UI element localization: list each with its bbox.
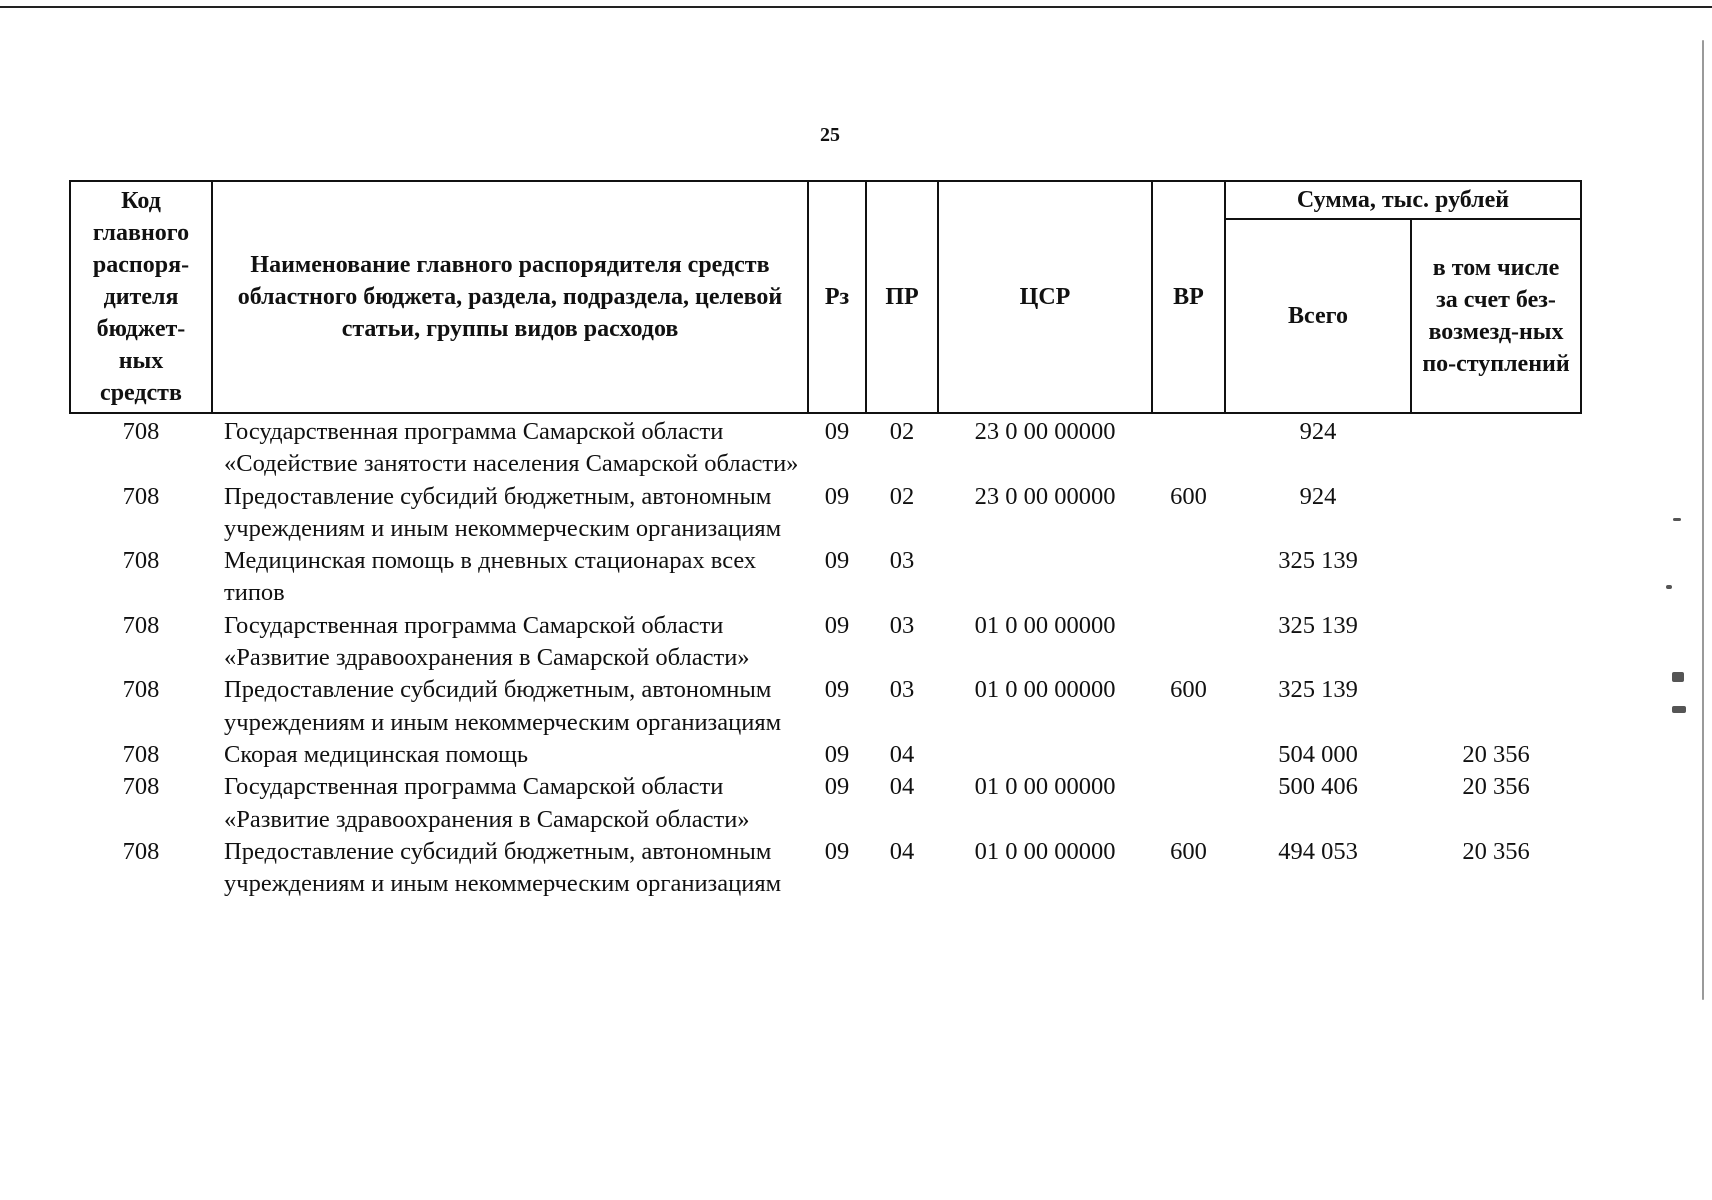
cell-name: Предоставление субсидий бюджетным, автономным учреждениям и иным некоммерческим организациям	[224, 837, 782, 898]
cell-vr	[1152, 771, 1225, 836]
cell-name: Скорая медицинская помощь	[224, 740, 529, 768]
header-rz: Рз	[808, 181, 866, 413]
table-body	[70, 413, 1581, 900]
cell-code: 708	[122, 418, 160, 445]
cell-csr: 01 0 00 00000	[974, 611, 1116, 639]
cell-code: 708	[122, 740, 160, 768]
cell-total: 500 406	[1278, 773, 1358, 801]
header-sum-group: Сумма, тыс. рублей	[1225, 181, 1581, 219]
top-border-line	[0, 6, 1712, 8]
cell-rz: 09	[824, 740, 850, 768]
cell-vr	[1152, 610, 1225, 675]
cell-gratuitous	[1411, 610, 1581, 675]
cell-vr: 600	[1170, 482, 1207, 510]
cell-csr: 23 0 00 00000	[974, 482, 1116, 510]
scan-speck	[1672, 706, 1686, 713]
cell-name: Предоставление субсидий бюджетным, автономным учреждениям и иным некоммерческим организациям	[224, 676, 782, 736]
cell-name: Медицинская помощь в дневных стационарах всех типов	[224, 547, 757, 607]
cell-name: Государственная программа Самарской области «Развитие здравоохранения в Самарской области»	[224, 773, 750, 833]
header-vr: ВР	[1152, 181, 1225, 413]
cell-vr	[1152, 545, 1225, 610]
cell-code: 708	[122, 611, 160, 639]
cell-csr	[938, 739, 1152, 771]
cell-code: 708	[122, 773, 160, 801]
cell-csr: 01 0 00 00000	[974, 773, 1116, 801]
cell-csr: 01 0 00 00000	[974, 837, 1116, 865]
budget-table	[69, 180, 1582, 900]
scan-edge-line	[1702, 40, 1704, 1000]
cell-gratuitous	[1411, 413, 1581, 481]
cell-pr: 04	[889, 773, 915, 801]
table-row	[70, 413, 1581, 481]
cell-csr: 23 0 00 00000	[974, 418, 1116, 445]
cell-gratuitous: 20 356	[1462, 773, 1530, 801]
cell-vr	[1152, 739, 1225, 771]
cell-total: 325 139	[1278, 676, 1358, 704]
cell-rz: 09	[824, 547, 850, 575]
cell-rz: 09	[824, 773, 850, 801]
cell-gratuitous: 20 356	[1462, 740, 1530, 768]
table-row	[70, 739, 1581, 771]
cell-name: Предоставление субсидий бюджетным, автономным учреждениям и иным некоммерческим организациям	[224, 482, 782, 542]
cell-total: 325 139	[1278, 611, 1358, 639]
table-header	[70, 181, 1581, 413]
cell-gratuitous: 20 356	[1462, 837, 1530, 865]
table-row	[70, 545, 1581, 610]
cell-rz: 09	[824, 611, 850, 639]
header-csr: ЦСР	[938, 181, 1152, 413]
cell-gratuitous	[1411, 481, 1581, 546]
cell-gratuitous	[1411, 545, 1581, 610]
table-row	[70, 836, 1581, 901]
cell-pr: 03	[889, 611, 915, 639]
cell-name: Государственная программа Самарской области «Развитие здравоохранения в Самарской области»	[224, 611, 750, 672]
cell-vr: 600	[1170, 837, 1207, 865]
cell-code: 708	[122, 482, 160, 510]
cell-pr: 02	[889, 482, 915, 510]
scan-speck	[1673, 518, 1681, 521]
table-row	[70, 771, 1581, 836]
cell-vr	[1152, 413, 1225, 481]
cell-rz: 09	[824, 837, 850, 865]
cell-pr: 03	[889, 676, 915, 704]
cell-total: 504 000	[1278, 740, 1358, 768]
header-gratuitous: в том числе за счет без-возмезд-ных по-ступлений	[1411, 219, 1581, 413]
cell-code: 708	[122, 837, 160, 865]
header-code: Код главного распоря-дителя бюджет-ных средств	[70, 181, 212, 413]
cell-total: 924	[1299, 418, 1337, 445]
cell-csr	[938, 545, 1152, 610]
cell-pr: 02	[889, 418, 915, 445]
table-row	[70, 481, 1581, 546]
cell-total: 494 053	[1278, 837, 1358, 865]
cell-csr: 01 0 00 00000	[974, 676, 1116, 704]
cell-pr: 04	[889, 837, 915, 865]
table-row	[70, 610, 1581, 675]
cell-total: 924	[1299, 482, 1337, 510]
cell-rz: 09	[824, 676, 850, 704]
cell-rz: 09	[824, 482, 850, 510]
cell-code: 708	[122, 676, 160, 704]
cell-vr: 600	[1170, 676, 1207, 704]
cell-pr: 03	[889, 547, 915, 575]
header-name: Наименование главного распорядителя средств областного бюджета, раздела, подраздела, целевой статьи, группы видов расходов	[212, 181, 808, 413]
header-total: Всего	[1225, 219, 1411, 413]
scan-speck	[1666, 585, 1672, 589]
cell-name: Государственная программа Самарской области «Содействие занятости населения Самарской области»	[224, 418, 799, 478]
scan-speck	[1672, 672, 1684, 682]
cell-rz: 09	[824, 418, 850, 445]
cell-total: 325 139	[1278, 547, 1358, 575]
page-number: 25	[820, 124, 840, 146]
table-row	[70, 674, 1581, 739]
cell-pr: 04	[889, 740, 915, 768]
cell-code: 708	[122, 547, 160, 575]
cell-gratuitous	[1411, 674, 1581, 739]
header-pr: ПР	[866, 181, 938, 413]
